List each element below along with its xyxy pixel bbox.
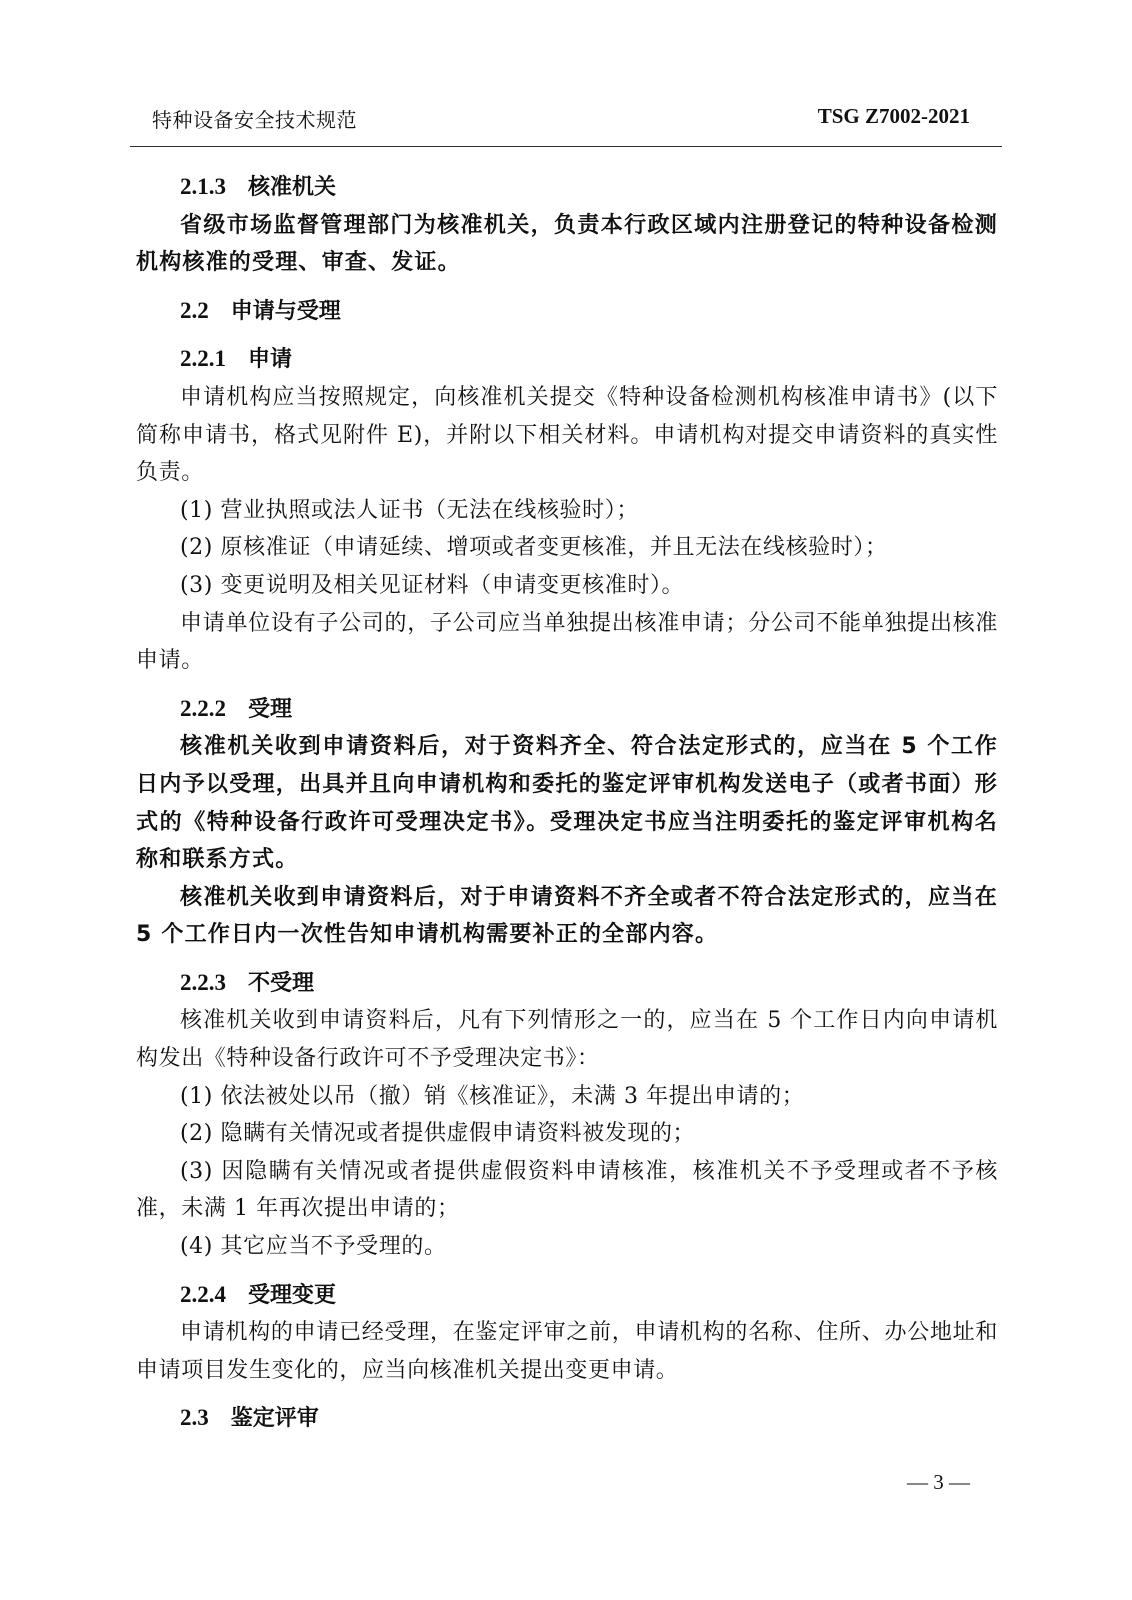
heading-2-2-3 [136, 964, 998, 1003]
paragraph: 申请机构的申请已经受理，在鉴定评审之前，申请机构的名称、住所、办公地址和申请项目发生变化的，应当向核准机关提出变更申请。 [136, 1320, 998, 1383]
heading-number: 2.2 [180, 297, 209, 323]
list-item: (3) 因隐瞒有关情况或者提供虚假资料申请核准，核准机关不予受理或者不予核准，未满 1 年再次提出申请的； [136, 1158, 998, 1222]
heading-title: 鉴定评审 [230, 1406, 319, 1432]
heading-2-2-4 [136, 1276, 998, 1315]
list-item: (1) 依法被处以吊（撤）销《核准证》，未满 3 年提出申请的； [180, 1083, 805, 1109]
heading-2-2-1 [136, 340, 998, 379]
heading-title: 申请 [248, 347, 293, 373]
paragraph: 核准机关收到申请资料后，对于申请资料不齐全或者不符合法定形式的，应当在 5 个工作日内一次性告知申请机构需要补正的全部内容。 [136, 884, 998, 948]
paragraph: 省级市场监督管理部门为核准机关，负责本行政区域内注册登记的特种设备检测机构核准的受理、审查、发证。 [136, 212, 998, 276]
paragraph: 核准机关收到申请资料后，凡有下列情形之一的，应当在 5 个工作日内向申请机构发出《特种设备行政许可不予受理决定书》： [136, 1008, 998, 1072]
heading-number: 2.1.3 [180, 174, 226, 199]
heading-title: 受理 [248, 696, 293, 722]
paragraph: 申请机构应当按照规定，向核准机关提交《特种设备检测机构核准申请书》(以下简称申请书，格式见附件 E)，并附以下相关材料。申请机构对提交申请资料的真实性负责。 [136, 384, 998, 486]
heading-number: 2.3 [180, 1405, 209, 1431]
heading-number: 2.2.4 [180, 1281, 226, 1307]
list-item: (4) 其它应当不予受理的。 [180, 1234, 447, 1260]
header-title: 特种设备安全技术规范 [152, 108, 357, 132]
list-item: (2) 隐瞒有关情况或者提供虚假申请资料被发现的； [180, 1121, 696, 1147]
paragraph: 核准机关收到申请资料后，对于资料齐全、符合法定形式的，应当在 5 个工作日内予以受理，出具并且向申请机构和委托的鉴定评审机构发送电子（或者书面）形式的《特种设备行政许可受理决定书》。受理决定书应当注明委托的鉴定评审机构名称和联系方式。 [136, 734, 998, 873]
document-body [136, 168, 998, 1438]
paragraph: 申请单位设有子公司的，子公司应当单独提出核准申请；分公司不能单独提出核准申请。 [136, 610, 998, 674]
heading-number: 2.2.3 [180, 969, 226, 995]
heading-2-2 [136, 292, 998, 331]
header-standard-code: TSG Z7002-2021 [817, 104, 970, 128]
heading-title: 不受理 [248, 970, 315, 996]
heading-number: 2.2.2 [180, 695, 226, 721]
list-item: (1) 营业执照或法人证书（无法在线核验时）； [180, 497, 639, 523]
heading-title: 核准机关 [248, 175, 337, 200]
header-divider [130, 146, 1002, 147]
heading-2-2-2 [136, 690, 998, 729]
heading-2-3 [136, 1399, 998, 1438]
list-item: (3) 变更说明及相关见证材料（申请变更核准时）。 [180, 572, 685, 598]
heading-title: 受理变更 [248, 1282, 337, 1308]
heading-2-1-3 [136, 168, 998, 207]
page-number: — 3 — [907, 1470, 970, 1494]
heading-title: 申请与受理 [230, 298, 341, 324]
heading-number: 2.2.1 [180, 346, 226, 372]
list-item: (2) 原核准证（申请延续、增项或者变更核准，并且无法在线核验时）； [180, 535, 888, 561]
